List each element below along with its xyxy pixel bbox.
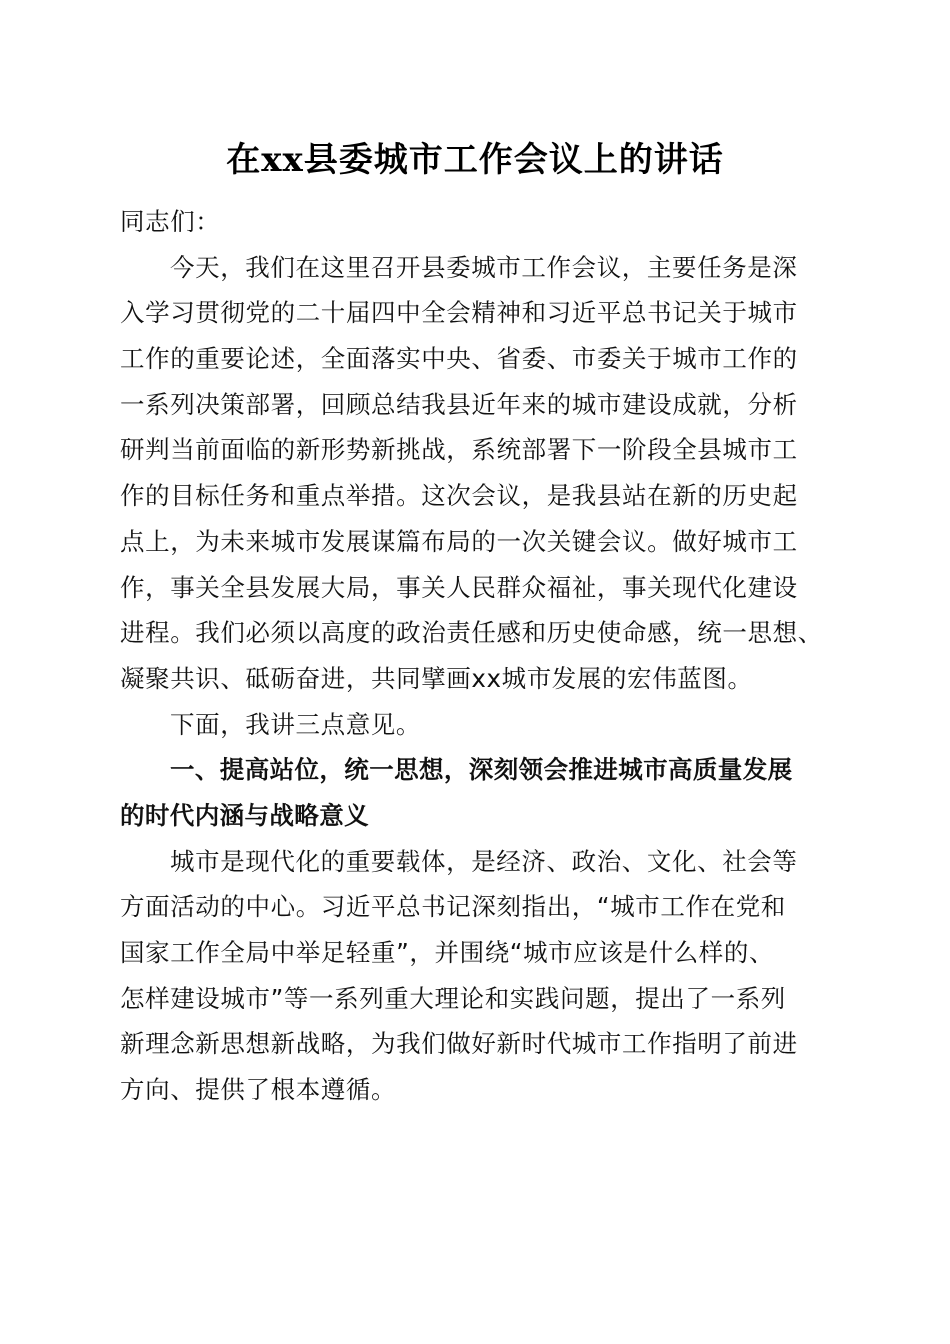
- paragraph-line: 国家工作全局中举足轻重”，并围绕“城市应该是什么样的、: [120, 938, 775, 967]
- document-title: 在xx县委城市工作会议上的讲话: [226, 140, 724, 180]
- paragraph-line: 入学习贯彻党的二十届四中全会精神和习近平总书记关于城市: [120, 298, 798, 328]
- paragraph-line: 凝聚共识、砥砺奋进，共同擘画xx城市发展的宏伟蓝图。: [120, 663, 753, 693]
- paragraph-line: 点上，为未来城市发展谋篇布局的一次关键会议。做好城市工: [120, 526, 798, 556]
- paragraph-line: 方面活动的中心。习近平总书记深刻指出，“城市工作在党和: [120, 892, 786, 922]
- paragraph-line: 一系列决策部署，回顾总结我县近年来的城市建设成就，分析: [120, 389, 798, 419]
- paragraph-line: 下面，我讲三点意见。: [170, 709, 421, 739]
- paragraph-line: 工作的重要论述，全面落实中央、省委、市委关于城市工作的: [120, 344, 798, 374]
- paragraph-line: 进程。我们必须以高度的政治责任感和历史使命感，统一思想、: [120, 618, 823, 648]
- paragraph-line: 新理念新思想新战略，为我们做好新时代城市工作指明了前进: [120, 1029, 798, 1059]
- paragraph-line: 方向、提供了根本遵循。: [120, 1075, 397, 1105]
- section-heading-line: 一、提高站位，统一思想，深刻领会推进城市高质量发展: [170, 755, 793, 785]
- paragraph-line: 作的目标任务和重点举措。这次会议，是我县站在新的历史起: [120, 481, 798, 511]
- paragraph-line: 今天，我们在这里召开县委城市工作会议，主要任务是深: [170, 252, 798, 282]
- paragraph-line: 城市是现代化的重要载体，是经济、政治、文化、社会等: [170, 846, 798, 876]
- paragraph-line: 作，事关全县发展大局，事关人民群众福祉，事关现代化建设: [120, 572, 798, 602]
- paragraph-line: 怎样建设城市”等一系列重大理论和实践问题，提出了一系列: [120, 983, 786, 1013]
- section-heading-line: 的时代内涵与战略意义: [120, 800, 369, 830]
- document-body: [120, 199, 832, 1113]
- paragraph-line: 研判当前面临的新形势新挑战，系统部署下一阶段全县城市工: [120, 435, 798, 465]
- salutation-line: 同志们：: [120, 207, 221, 236]
